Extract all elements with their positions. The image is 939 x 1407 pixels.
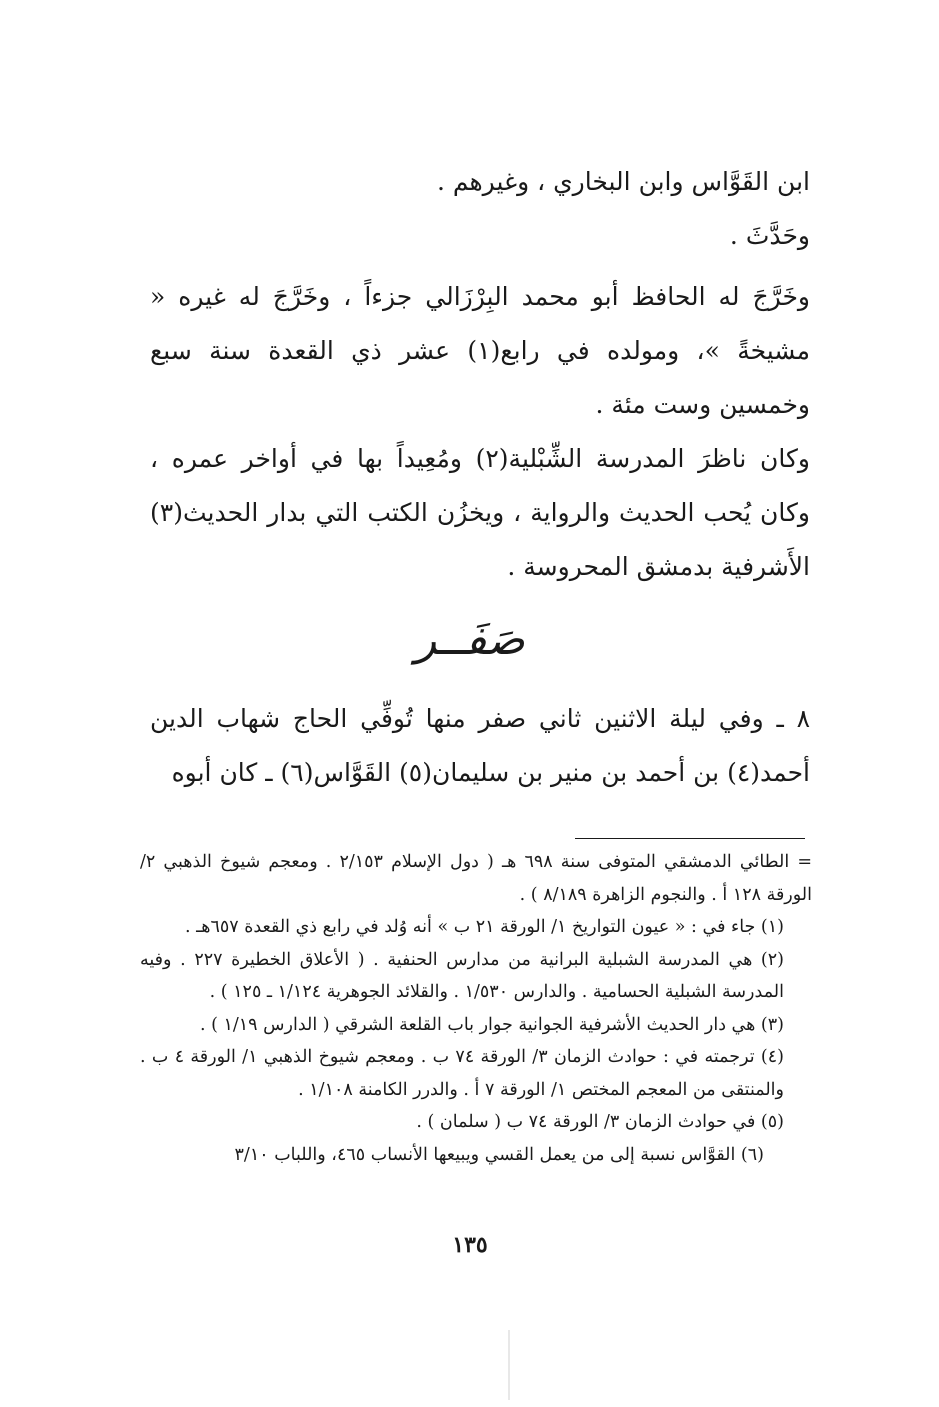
paragraph-1-line-2: وحَدَّثَ .	[729, 221, 810, 250]
footnote-continuation: = الطائي الدمشقي المتوفى سنة ٦٩٨ هـ ( دول الإسلام ٢/١٥٣ . ومعجم شيوخ الذهبي ٢/ الورقة ١٢٨ أ . والنجوم الزاهرة ٨/١٨٩ ) .	[140, 852, 813, 905]
footnotes	[140, 846, 812, 1171]
paragraph-2	[150, 270, 810, 432]
footnote-4: (٤) ترجمته في : حوادث الزمان ٣/ الورقة ٧٤ ب . ومعجم شيوخ الذهبي ١/ الورقة ٤ ب . والمنتقى من المعجم المختص ١/ الورقة ٧ أ . والدرر الكامنة ١/١٠٨ .	[140, 1047, 784, 1100]
paragraph-1-line-1: ابن القَوَّاس وابن البخاري ، وغيرهم .	[436, 167, 810, 196]
paragraph-4-text: ٨ ـ وفي ليلة الاثنين ثاني صفر منها تُوفِّي الحاج شهاب الدين أحمد(٤) بن أحمد بن منير بن سليمان(٥) القَوَّاس(٦) ـ كان أبوه	[150, 704, 810, 787]
paragraph-3-text: وكان ناظرَ المدرسة الشِّبْلية(٢) ومُعِيداً بها في أواخر عمره ، وكان يُحب الحديث والرواية ، ويخزُن الكتب التي بدار الحديث(٣) الأَشرفية بدمشق المحروسة .	[150, 444, 810, 581]
footnote-5: (٥) في حوادث الزمان ٣/ الورقة ٧٤ ب ( سلمان ) .	[416, 1112, 784, 1132]
footnote-1: (١) جاء في : « عيون التواريخ ١/ الورقة ٢١ ب » أنه وُلد في رابع ذي القعدة ٦٥٧هـ .	[184, 917, 784, 937]
scan-edge-mark	[508, 1330, 510, 1400]
paragraph-2-text: وخَرَّجَ له الحافظ أبو محمد البِرْزَالي جزءاً ، وخَرَّجَ له غيره « مشيخةً »، ومولده في رابع(١) عشر ذي القعدة سنة سبع وخمسين وست مئة .	[150, 282, 810, 419]
paragraph-1	[150, 155, 810, 263]
section-title: صَفَــر	[415, 614, 525, 665]
page-number: ١٣٥	[452, 1232, 488, 1258]
paragraph-3	[150, 432, 810, 594]
footnote-separator	[575, 838, 805, 839]
footnote-2: (٢) هي المدرسة الشبلية البرانية من مدارس الحنفية . ( الأعلاق الخطيرة ٢٢٧ . وفيه المدرسة الشبلية الحسامية . والدارس ١/٥٣٠ . والقلائد الجوهرية ١/١٢٤ ـ ١٢٥ ) .	[140, 949, 784, 1002]
footnote-3: (٣) هي دار الحديث الأشرفية الجوانية جوار باب القلعة الشرقي ( الدارس ١/١٩ ) .	[199, 1014, 784, 1035]
paragraph-4	[150, 692, 810, 800]
footnote-6: (٦) القوَّاس نسبة إلى من يعمل القسي ويبيعها الأنساب ٤٦٥، واللباب ٣/١٠	[234, 1144, 764, 1165]
